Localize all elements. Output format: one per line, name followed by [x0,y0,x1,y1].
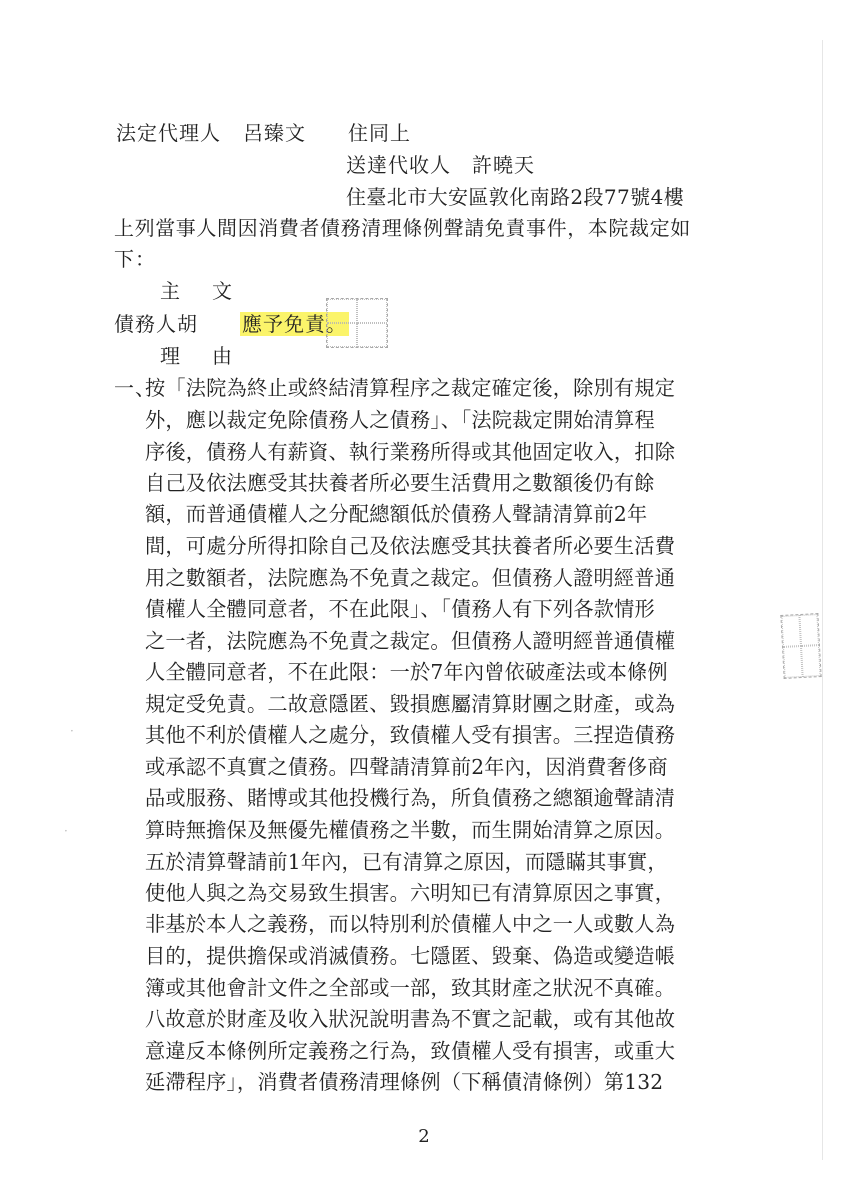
reasons-heading: 理 由 [160,344,238,368]
scan-speck: · [70,724,74,738]
reason-line: 其他不利於債權人之處分，致債權人受有損害。三捏造債務 [145,723,676,747]
reason-line: 用之數額者，法院應為不免責之裁定。但債務人證明經普通 [145,566,676,590]
margin-seal [780,613,821,679]
receiver-address: 住臺北市大安區敦化南路2段77號4樓 [346,185,685,209]
intro-line-1: 上列當事人間因消費者債務清理條例聲請免責事件，本院裁定如 [114,216,691,240]
main-heading: 主 文 [160,279,238,303]
reason-line: 意違反本條例所定義務之行為，致債權人受有損害，或重大 [145,1039,676,1063]
redaction-seal [326,298,388,348]
reason-line: 非基於本人之義務，而以特別利於債權人中之一人或數人為 [145,912,676,936]
reason-line: 額，而普通債權人之分配總額低於債務人聲請清算前2年 [145,502,648,526]
reason-line: 外，應以裁定免除債務人之債務」、「法院裁定開始清算程 [145,408,655,432]
reason-line: 按「法院為終止或終結清算程序之裁定確定後，除別有規定 [145,376,676,400]
reason-line: 債權人全體同意者，不在此限」、「債務人有下列各款情形 [145,597,655,621]
reason-line: 目的，提供擔保或消滅債務。七隱匿、毀棄、偽造或變造帳 [145,944,676,968]
reason-line: 規定受免責。二故意隱匿、毀損應屬清算財團之財產，或為 [145,692,676,716]
reason-line: 自己及依法應受其扶養者所必要生活費用之數額後仍有餘 [145,471,655,495]
ruling-text: 應予免責。 [242,312,347,336]
debtor-prefix: 債務人胡 [114,312,198,336]
reason-line: 品或服務、賭博或其他投機行為，所負債務之總額逾聲請清 [145,786,676,810]
reason-line: 延滯程序」，消費者債務清理條例（下稱債清條例）第132 [145,1070,664,1094]
receiver: 送達代收人 許曉天 [346,153,535,177]
reason-line: 之一者，法院應為不免責之裁定。但債務人證明經普通債權 [145,629,676,653]
reason-line: 八故意於財產及收入狀況說明書為不實之記載，或有其他故 [145,1007,676,1031]
scan-speck: · [64,824,68,838]
page-number: 2 [418,1126,430,1147]
reason-line: 簿或其他會計文件之全部或一部，致其財產之狀況不真確。 [145,976,676,1000]
reason-line: 人全體同意者，不在此限：一於7年內曾依破產法或本條例 [145,660,668,684]
reason-line: 五於清算聲請前1年內，已有清算之原因，而隱瞞其事實， [145,850,668,874]
reasons-item-marker: 一、 [114,376,156,400]
scan-edge-line [822,40,823,1160]
agent-name: 呂臻文 [243,121,306,145]
ruling-row [114,312,349,336]
reason-line: 使他人與之為交易致生損害。六明知已有清算原因之事實， [145,881,676,905]
intro-line-2: 下： [114,247,156,271]
reason-line: 算時無擔保及無優先權債務之半數，而生開始清算之原因。 [145,818,676,842]
reason-line: 序後，債務人有薪資、執行業務所得或其他固定收入，扣除 [145,440,676,464]
reason-line: 間，可處分所得扣除自己及依法應受其扶養者所必要生活費 [145,534,676,558]
agent-address: 住同上 [348,121,411,145]
agent-label: 法定代理人 [116,121,221,145]
reason-line: 或承認不真實之債務。四聲請清算前2年內，因消費奢侈商 [145,755,668,779]
agent-row [116,121,411,145]
